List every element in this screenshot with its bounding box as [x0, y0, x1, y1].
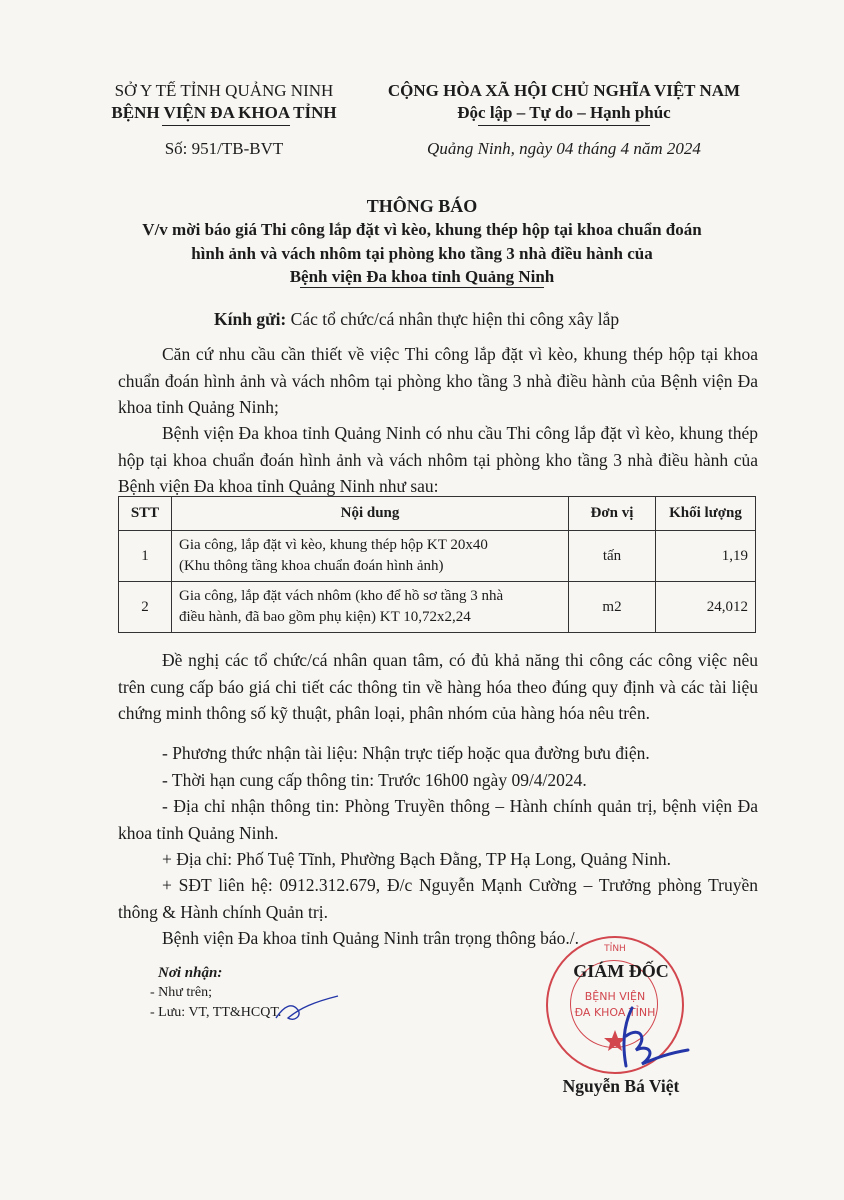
table-header-row [119, 497, 756, 531]
seal-text-line: ĐA KHOA TỈNH [574, 1006, 656, 1019]
motto-underline [478, 125, 650, 126]
signer-name: Nguyễn Bá Việt [562, 1076, 680, 1096]
seal-text-line: BỆNH VIỆN [584, 990, 646, 1003]
street-address [118, 846, 758, 873]
row-unit: tấn [569, 531, 656, 582]
row-content-line: Gia công, lắp đặt vì kèo, khung thép hộp KT 20x40 [179, 537, 488, 553]
handwritten-signature [596, 1004, 692, 1074]
paragraph-closing: Bệnh viện Đa khoa tỉnh Quảng Ninh trân trọng thông báo./. [162, 928, 580, 948]
delivery-method [118, 740, 758, 767]
document-number: Số: 951/TB-BVT [164, 139, 284, 158]
table-row [119, 531, 756, 582]
salutation-text: Các tổ chức/cá nhân thực hiện thi công xây lắp [290, 309, 620, 329]
subject-line-3: Bệnh viện Đa khoa tỉnh Quảng Ninh [289, 267, 555, 286]
row-content-line: Gia công, lắp đặt vách nhôm (kho để hồ sơ tầng 3 nhà [179, 588, 504, 604]
notice-subject [140, 218, 704, 289]
works-table [118, 496, 756, 633]
salutation [214, 306, 774, 333]
country-name: CỘNG HÒA XÃ HỘI CHỦ NGHĨA VIỆT NAM [387, 81, 741, 100]
seal-top-text: TỈNH [604, 944, 626, 954]
national-motto: Độc lập – Tự do – Hạnh phúc [457, 103, 671, 122]
subject-underline [300, 287, 544, 288]
agency-header [90, 80, 358, 124]
issuing-agency: BỆNH VIỆN ĐA KHOA TỈNH [111, 103, 337, 122]
receiving-address [118, 793, 758, 846]
place-date: Quảng Ninh, ngày 04 tháng 4 năm 2024 [427, 139, 701, 158]
request-paragraph [118, 420, 758, 500]
table-row [119, 582, 756, 633]
notice-title: THÔNG BÁO [366, 196, 478, 216]
deadline [118, 767, 758, 794]
paragraph-street: + Địa chỉ: Phố Tuệ Tĩnh, Phường Bạch Đằng, TP Hạ Long, Quảng Ninh. [162, 849, 672, 869]
initial-mark [270, 992, 342, 1028]
national-header [358, 80, 770, 124]
distribution-list [150, 963, 281, 1023]
intro-paragraph [118, 341, 758, 421]
paragraph-contact: + SĐT liên hệ: 0912.312.679, Đ/c Nguyễn Mạnh Cường – Trưởng phòng Truyền thông & Hành chính Quản trị. [118, 875, 758, 922]
row-content [172, 582, 569, 633]
signer-title: GIÁM ĐỐC [573, 961, 669, 981]
col-content: Nội dung [172, 497, 569, 531]
row-quantity: 1,19 [656, 531, 756, 582]
row-unit: m2 [569, 582, 656, 633]
paragraph-method: - Phương thức nhận tài liệu: Nhận trực tiếp hoặc qua đường bưu điện. [162, 743, 650, 763]
contact-phone [118, 872, 758, 925]
col-unit: Đơn vị [569, 497, 656, 531]
proposal-paragraph [118, 647, 758, 727]
row-stt: 2 [119, 582, 172, 633]
agency-underline [162, 125, 290, 126]
col-quantity: Khối lượng [656, 497, 756, 531]
parent-agency: SỞ Y TẾ TỈNH QUẢNG NINH [114, 81, 334, 100]
distribution-title: Nơi nhận: [158, 965, 223, 981]
row-quantity: 24,012 [656, 582, 756, 633]
row-stt: 1 [119, 531, 172, 582]
row-content [172, 531, 569, 582]
distribution-item: - Lưu: VT, TT&HCQT. [150, 1005, 282, 1020]
distribution-item: - Như trên; [150, 985, 213, 1000]
col-stt: STT [119, 497, 172, 531]
salutation-label: Kính gửi: [214, 309, 287, 329]
paragraph-request: Bệnh viện Đa khoa tỉnh Quảng Ninh có nhu cầu Thi công lắp đặt vì kèo, khung thép hộp tại khoa chuẩn đoán hình ảnh và vách nhôm tại phòng kho tầng 3 nhà điều hành của Bệnh viện Đa khoa tỉnh Quảng Ninh như sau: [118, 423, 758, 496]
paragraph-proposal: Đề nghị các tổ chức/cá nhân quan tâm, có đủ khả năng thi công các công việc nêu trên cung cấp báo giá chi tiết các thông tin về hàng hóa theo đúng quy định và các tài liệu chứng minh thông số kỹ thuật, phân loại, phân nhóm của hàng hóa nêu trên. [118, 650, 758, 723]
paragraph-receiving: - Địa chỉ nhận thông tin: Phòng Truyền thông – Hành chính quản trị, bệnh viện Đa khoa tỉnh Quảng Ninh. [118, 796, 758, 843]
subject-line-2: hình ảnh và vách nhôm tại phòng kho tầng 3 nhà điều hành của [191, 243, 653, 263]
paragraph-deadline: - Thời hạn cung cấp thông tin: Trước 16h00 ngày 09/4/2024. [162, 770, 587, 790]
row-content-line: (Khu thông tầng khoa chuẩn đoán hình ảnh) [179, 558, 444, 574]
row-content-line: điều hành, đã bao gồm phụ kiện) KT 10,72x2,24 [179, 609, 471, 625]
paragraph-basis: Căn cứ nhu cầu cần thiết về việc Thi công lắp đặt vì kèo, khung thép hộp tại khoa chuẩn đoán hình ảnh và vách nhôm tại phòng kho tầng 3 nhà điều hành của Bệnh viện Đa khoa tỉnh Quảng Ninh; [118, 344, 758, 417]
subject-line-1: V/v mời báo giá Thi công lắp đặt vì kèo, khung thép hộp tại khoa chuẩn đoán [142, 220, 702, 239]
